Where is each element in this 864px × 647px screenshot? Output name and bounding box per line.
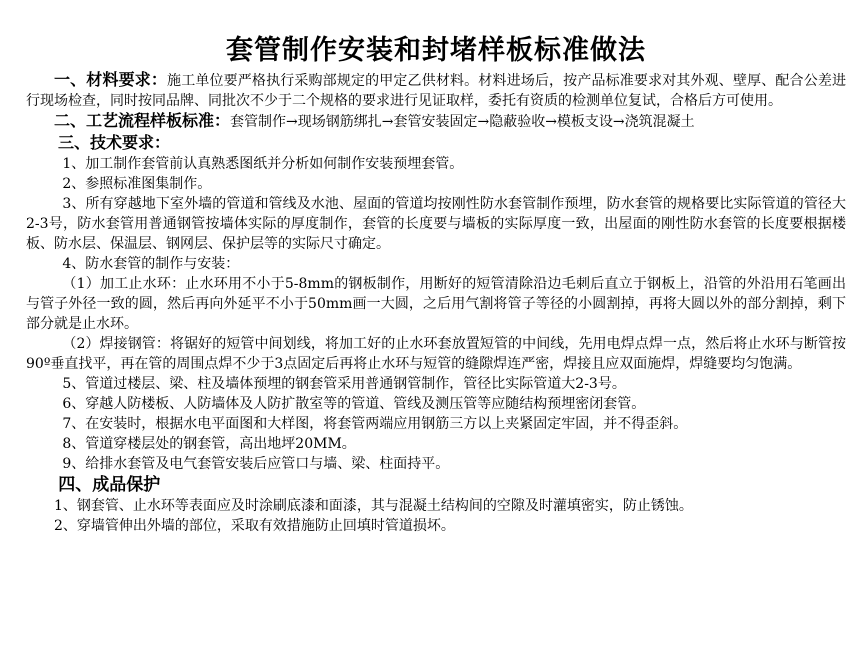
technical-item: 3、所有穿越地下室外墙的管道和管线及水池、屋面的管道均按刚性防水套管制作预埋，防水套管的规格要比实际管道的管径大2-3号，防水套管用普通钢管按墙体实际的厚度制作，套管的长度要与墙板的实际厚度一致，出屋面的刚性防水套管的长度要根据楼板、防水层、保温层、钢网层、保护层等的实际尺寸确定。 [26, 196, 846, 252]
technical-item: 4、防水套管的制作与安装： [62, 256, 240, 272]
section-process-text: 套管制作→现场钢筋绑扎→套管安装固定→隐蔽验收→模板支设→浇筑混凝土 [230, 114, 695, 130]
protection-item: 1、钢套管、止水环等表面应及时涂刷底漆和面漆，其与混凝土结构间的空隙及时灌填密实，防止锈蚀。 [54, 498, 693, 514]
section-technical-heading: 三、技术要求： [58, 133, 171, 152]
technical-item: 1、加工制作套管前认真熟悉图纸并分析如何制作安装预埋套管。 [62, 156, 464, 172]
protection-item: 2、穿墙管伸出外墙的部位，采取有效措施防止回填时管道损坏。 [54, 518, 455, 534]
technical-item: 5、管道过楼层、梁、柱及墙体预埋的钢套管采用普通钢管制作，管径比实际管道大2-3号。 [62, 376, 626, 392]
page-title: 套管制作安装和封堵样板标准做法 [226, 35, 646, 66]
technical-item: 7、在安装时，根据水电平面图和大样图，将套管两端应用钢筋三方以上夹紧固定牢固，并不得歪斜。 [62, 416, 688, 432]
technical-item: 2、参照标准图集制作。 [62, 176, 212, 192]
technical-item: 9、给排水套管及电气套管安装后应管口与墙、梁、柱面持平。 [62, 456, 450, 472]
section-materials-text: 施工单位要严格执行采购部规定的甲定乙供材料。材料进场后，按产品标准要求对其外观、壁厚、配合公差进行现场检查，同时按同品牌、同批次不少于二个规格的要求进行见证取样，委托有资质的检测单位复试，合格后方可使用。 [26, 73, 846, 109]
section-process [26, 111, 846, 132]
section-materials [26, 70, 846, 111]
section-protection-heading: 四、成品保护 [58, 475, 161, 495]
technical-subitem: （1）加工止水环：止水环用不小于5-8mm的钢板制作，用断好的短管清除沿边毛刺后直立于钢板上，沿管的外沿用石笔画出与管子外径一致的圆，然后再向外延平不小于50mm画一大圆，之后用气割将管子等径的小圆割掉，再将大圆以外的部分割掉，剩下部分就是止水环。 [26, 276, 846, 332]
technical-subitem: （2）焊接钢管：将锯好的短管中间划线，将加工好的止水环套放置短管的中间线，先用电焊点焊一点，然后将止水环与断管按90º垂直找平，再在管的周围点焊不少于3点固定后再将止水环与短管的缝隙焊连严密，焊接且应双面施焊，焊缝要均匀饱满。 [26, 336, 846, 372]
technical-item: 6、穿越人防楼板、人防墙体及人防扩散室等的管道、管线及测压管等应随结构预埋密闭套管。 [62, 396, 646, 412]
section-process-heading: 二、工艺流程样板标准： [54, 111, 231, 130]
section-materials-heading: 一、材料要求： [54, 70, 168, 89]
technical-item: 8、管道穿楼层处的钢套管，高出地坪20MM。 [62, 436, 356, 452]
